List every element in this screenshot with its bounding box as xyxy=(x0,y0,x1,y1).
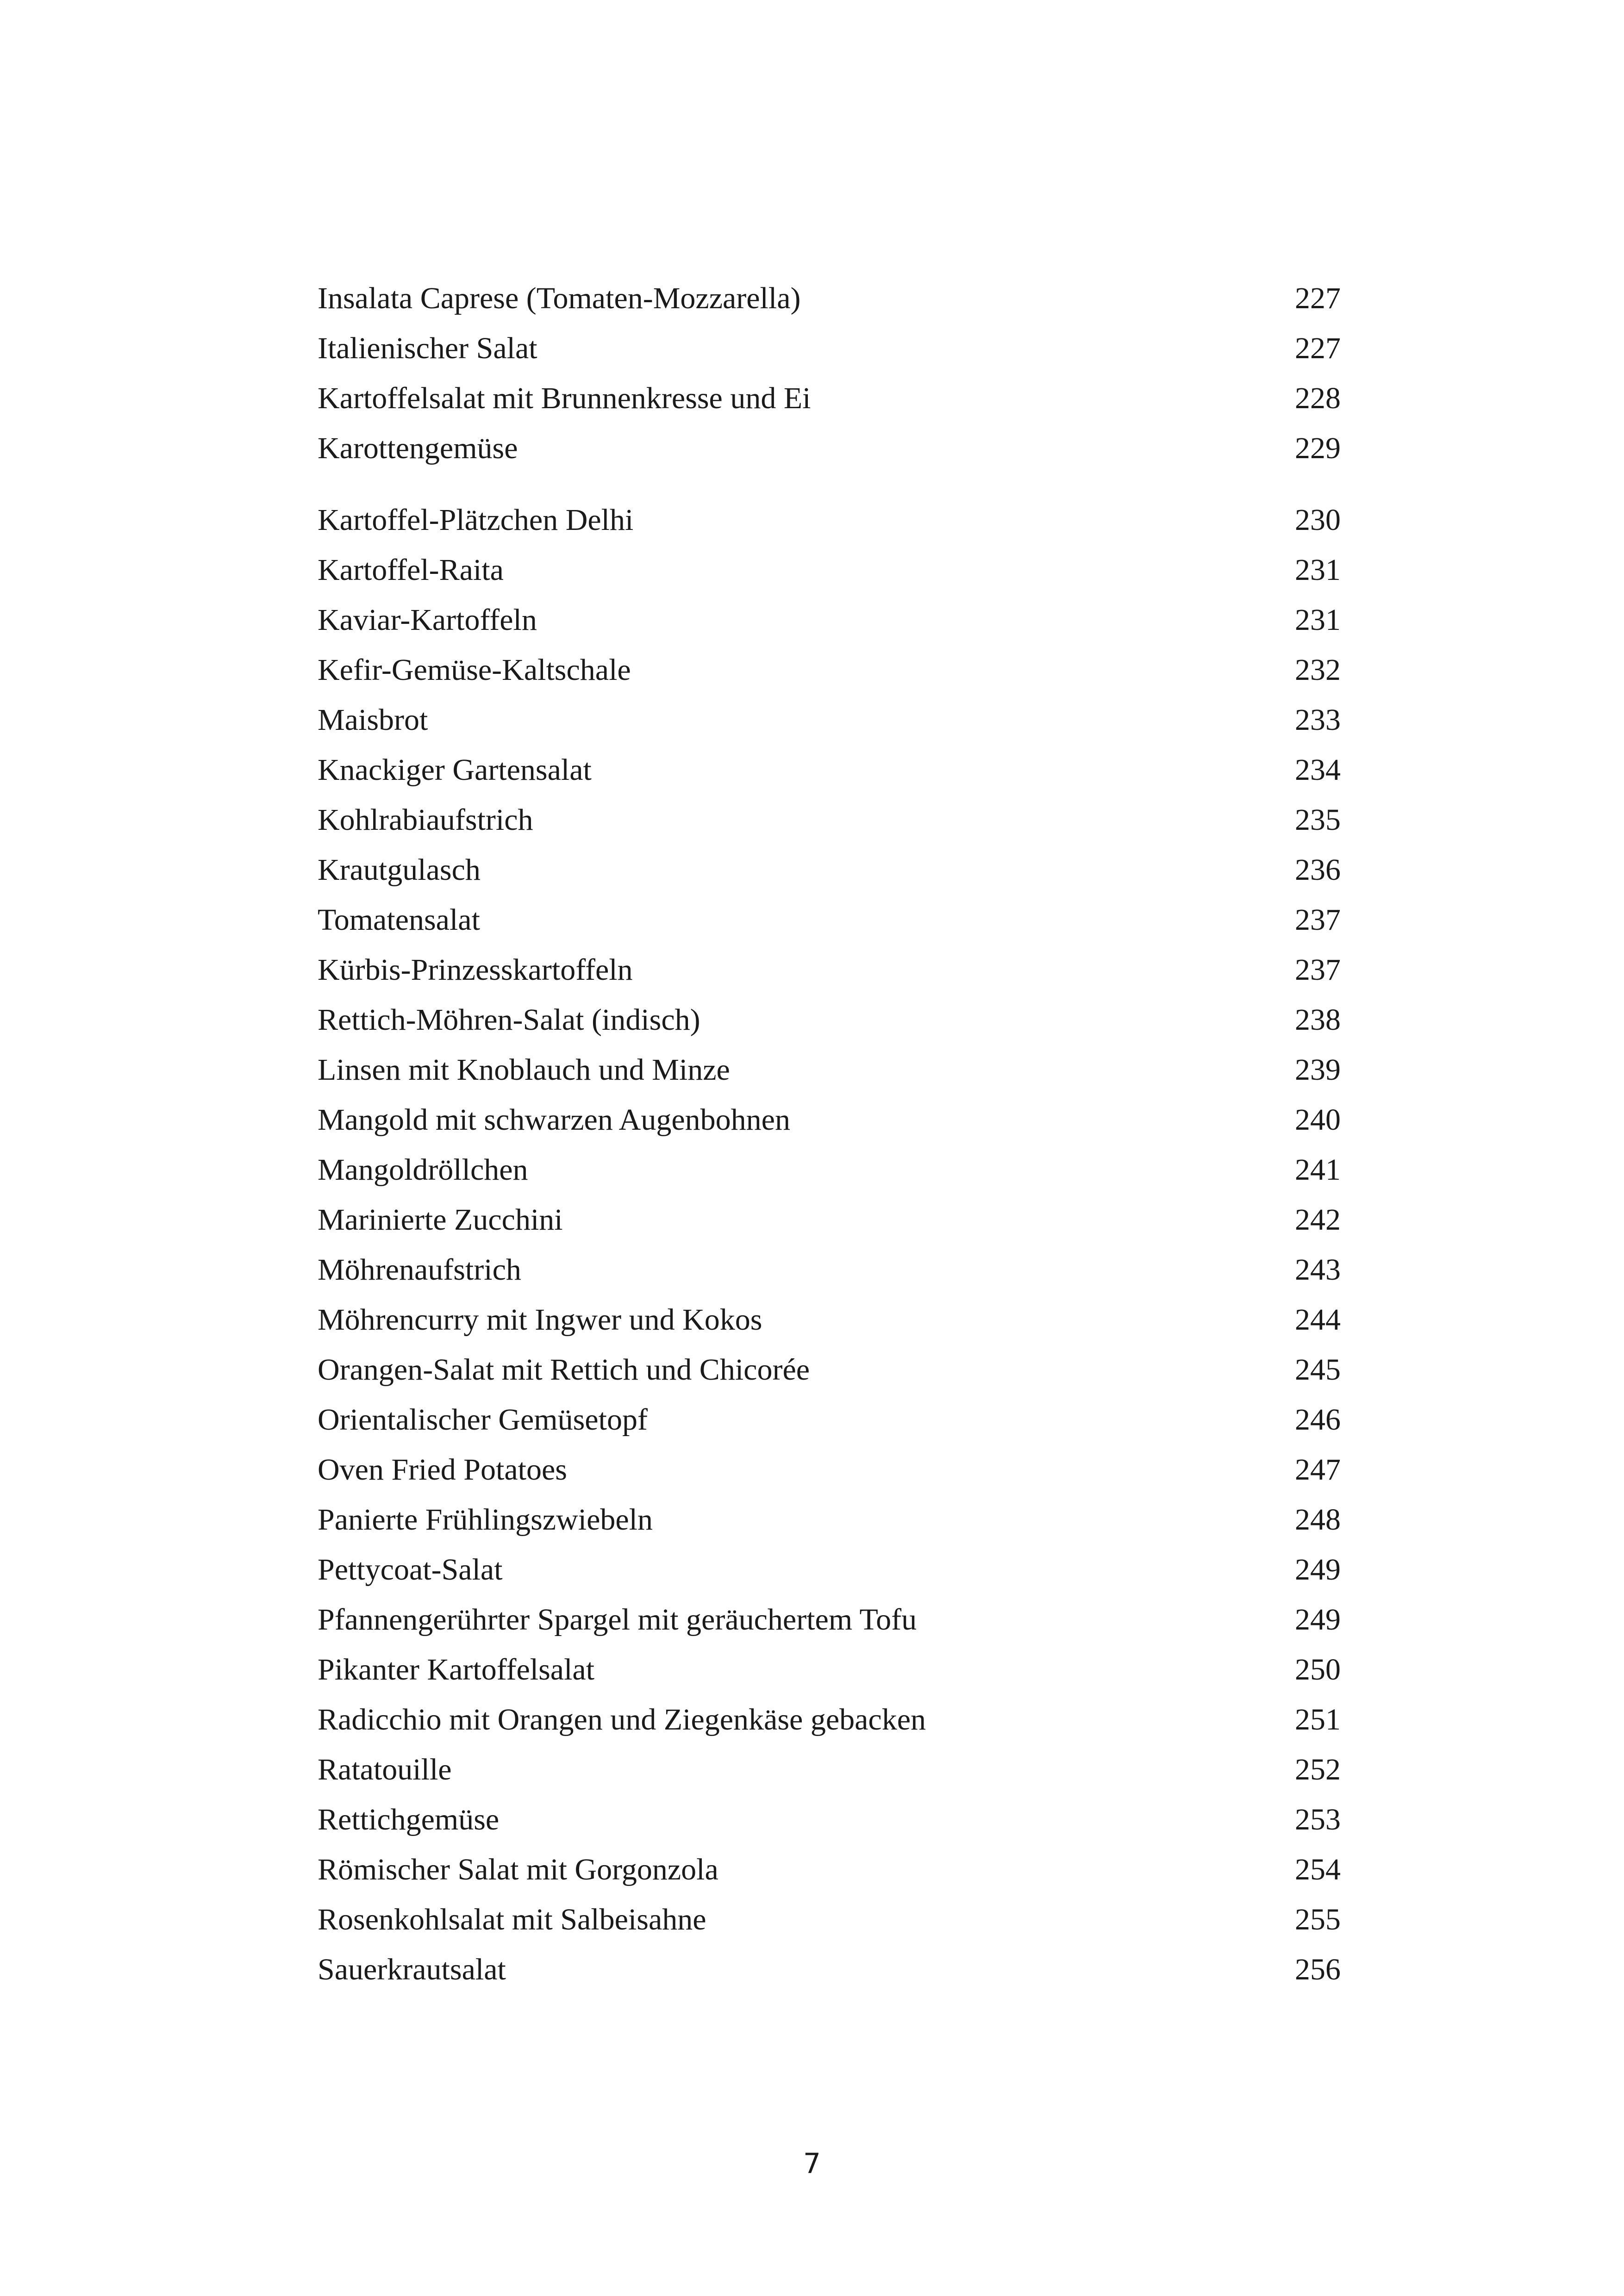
toc-entry-title: Knackiger Gartensalat xyxy=(318,753,592,787)
toc-entry xyxy=(318,1545,1341,1595)
toc-entry xyxy=(318,795,1341,845)
toc-entry-page: 240 xyxy=(1295,1103,1341,1137)
toc-entry-title: Rettich-Möhren-Salat (indisch) xyxy=(318,1003,700,1037)
toc-entry-page: 247 xyxy=(1295,1453,1341,1487)
toc-entry-page: 237 xyxy=(1295,903,1341,937)
toc-entry xyxy=(318,945,1341,995)
toc-entry-title: Radicchio mit Orangen und Ziegenkäse gebacken xyxy=(318,1703,926,1736)
toc-entry-title: Pikanter Kartoffelsalat xyxy=(318,1653,595,1686)
toc-entry-page: 243 xyxy=(1295,1253,1341,1287)
toc-entry xyxy=(318,423,1341,473)
toc-entry xyxy=(318,1745,1341,1795)
toc-entry-title: Rettichgemüse xyxy=(318,1803,500,1836)
toc-entry-page: 242 xyxy=(1295,1203,1341,1237)
toc-entry-title: Möhrenaufstrich xyxy=(318,1253,521,1287)
toc-entry-title: Italienischer Salat xyxy=(318,331,537,365)
toc-entry xyxy=(318,324,1341,373)
toc-entry-title: Maisbrot xyxy=(318,703,428,737)
toc-entry-page: 245 xyxy=(1295,1353,1341,1387)
toc-entry-title: Oven Fried Potatoes xyxy=(318,1453,567,1487)
toc-entry-page: 250 xyxy=(1295,1653,1341,1686)
toc-entry-title: Kefir-Gemüse-Kaltschale xyxy=(318,653,631,687)
toc-entry-title: Marinierte Zucchini xyxy=(318,1203,563,1237)
toc-entry xyxy=(318,1445,1341,1495)
toc-entry-title: Pfannengerührter Spargel mit geräuchertem Tofu xyxy=(318,1603,917,1636)
toc-entry-title: Karottengemüse xyxy=(318,431,518,465)
toc-entry-title: Kartoffel-Raita xyxy=(318,553,504,587)
toc-entry-title: Linsen mit Knoblauch und Minze xyxy=(318,1053,730,1087)
toc-entry xyxy=(318,1595,1341,1645)
toc-entry-page: 227 xyxy=(1295,331,1341,365)
toc-entry-title: Kürbis-Prinzesskartoffeln xyxy=(318,953,633,987)
toc-entry-title: Sauerkrautsalat xyxy=(318,1953,506,1986)
toc-entry xyxy=(318,1845,1341,1895)
toc-entry-page: 233 xyxy=(1295,703,1341,737)
toc-entry xyxy=(318,895,1341,945)
toc-entry xyxy=(318,1195,1341,1245)
toc-entry-title: Kartoffelsalat mit Brunnenkresse und Ei xyxy=(318,381,811,415)
toc-entry-page: 254 xyxy=(1295,1853,1341,1886)
toc-entry xyxy=(318,1345,1341,1395)
toc-entry-page: 234 xyxy=(1295,753,1341,787)
toc-entry xyxy=(318,645,1341,695)
toc-entry-title: Kaviar-Kartoffeln xyxy=(318,603,537,637)
toc-entry-page: 244 xyxy=(1295,1303,1341,1337)
toc-entry-page: 232 xyxy=(1295,653,1341,687)
toc-entry xyxy=(318,1095,1341,1145)
toc-entry xyxy=(318,1045,1341,1095)
toc-entry xyxy=(318,274,1341,324)
toc-entry xyxy=(318,1495,1341,1545)
toc-entry xyxy=(318,595,1341,645)
toc-list xyxy=(318,495,1341,1995)
toc-entry-title: Römischer Salat mit Gorgonzola xyxy=(318,1853,718,1886)
toc-entry-page: 229 xyxy=(1295,431,1341,465)
toc-entry-page: 241 xyxy=(1295,1153,1341,1187)
toc-entry-page: 235 xyxy=(1295,803,1341,837)
toc-entry-title: Pettycoat-Salat xyxy=(318,1553,503,1587)
toc-entry-page: 248 xyxy=(1295,1503,1341,1537)
toc-entry-page: 228 xyxy=(1295,381,1341,415)
toc-entry-page: 231 xyxy=(1295,603,1341,637)
toc-entry-title: Insalata Caprese (Tomaten-Mozzarella) xyxy=(318,281,801,315)
toc-entry-title: Krautgulasch xyxy=(318,853,481,887)
toc-entry-page: 256 xyxy=(1295,1953,1341,1986)
toc-entry-title: Mangoldröllchen xyxy=(318,1153,528,1187)
toc-entry-title: Orientalischer Gemüsetopf xyxy=(318,1403,648,1437)
toc-entry xyxy=(318,1145,1341,1195)
toc-entry xyxy=(318,745,1341,795)
toc-entry xyxy=(318,995,1341,1045)
toc-entry-title: Panierte Frühlingszwiebeln xyxy=(318,1503,653,1537)
toc-entry-page: 249 xyxy=(1295,1603,1341,1636)
toc-entry-title: Kartoffel-Plätzchen Delhi xyxy=(318,503,634,537)
toc-entry xyxy=(318,1795,1341,1845)
toc-entry-page: 227 xyxy=(1295,281,1341,315)
toc-entry-page: 231 xyxy=(1295,553,1341,587)
toc-entry-title: Ratatouille xyxy=(318,1753,452,1786)
toc-entry-page: 252 xyxy=(1295,1753,1341,1786)
toc-entry xyxy=(318,1695,1341,1745)
toc-entry-title: Rosenkohlsalat mit Salbeisahne xyxy=(318,1903,706,1936)
toc-entry xyxy=(318,495,1341,545)
toc-entry xyxy=(318,545,1341,595)
toc-entry-page: 255 xyxy=(1295,1903,1341,1936)
toc-entry-title: Möhrencurry mit Ingwer und Kokos xyxy=(318,1303,762,1337)
toc-entry-page: 237 xyxy=(1295,953,1341,987)
toc-entry xyxy=(318,1395,1341,1445)
toc-entry-page: 239 xyxy=(1295,1053,1341,1087)
toc-entry-page: 230 xyxy=(1295,503,1341,537)
toc-entry-title: Mangold mit schwarzen Augenbohnen xyxy=(318,1103,790,1137)
toc-entry-page: 238 xyxy=(1295,1003,1341,1037)
toc-entry xyxy=(318,845,1341,895)
toc-entry xyxy=(318,1645,1341,1695)
toc-entry-title: Kohlrabiaufstrich xyxy=(318,803,533,837)
toc-entry xyxy=(318,1895,1341,1945)
toc-entry-page: 236 xyxy=(1295,853,1341,887)
page-number: 7 xyxy=(803,2147,821,2180)
toc-entry-title: Tomatensalat xyxy=(318,903,480,937)
toc-entry-page: 246 xyxy=(1295,1403,1341,1437)
toc-list xyxy=(318,274,1341,473)
toc-entry xyxy=(318,695,1341,745)
toc-entry-page: 253 xyxy=(1295,1803,1341,1836)
toc-entry xyxy=(318,1945,1341,1995)
toc-entry xyxy=(318,373,1341,423)
toc-entry-page: 251 xyxy=(1295,1703,1341,1736)
toc-entry xyxy=(318,1295,1341,1345)
toc-entry xyxy=(318,1245,1341,1295)
toc-entry-page: 249 xyxy=(1295,1553,1341,1587)
toc-entry-title: Orangen-Salat mit Rettich und Chicorée xyxy=(318,1353,810,1387)
